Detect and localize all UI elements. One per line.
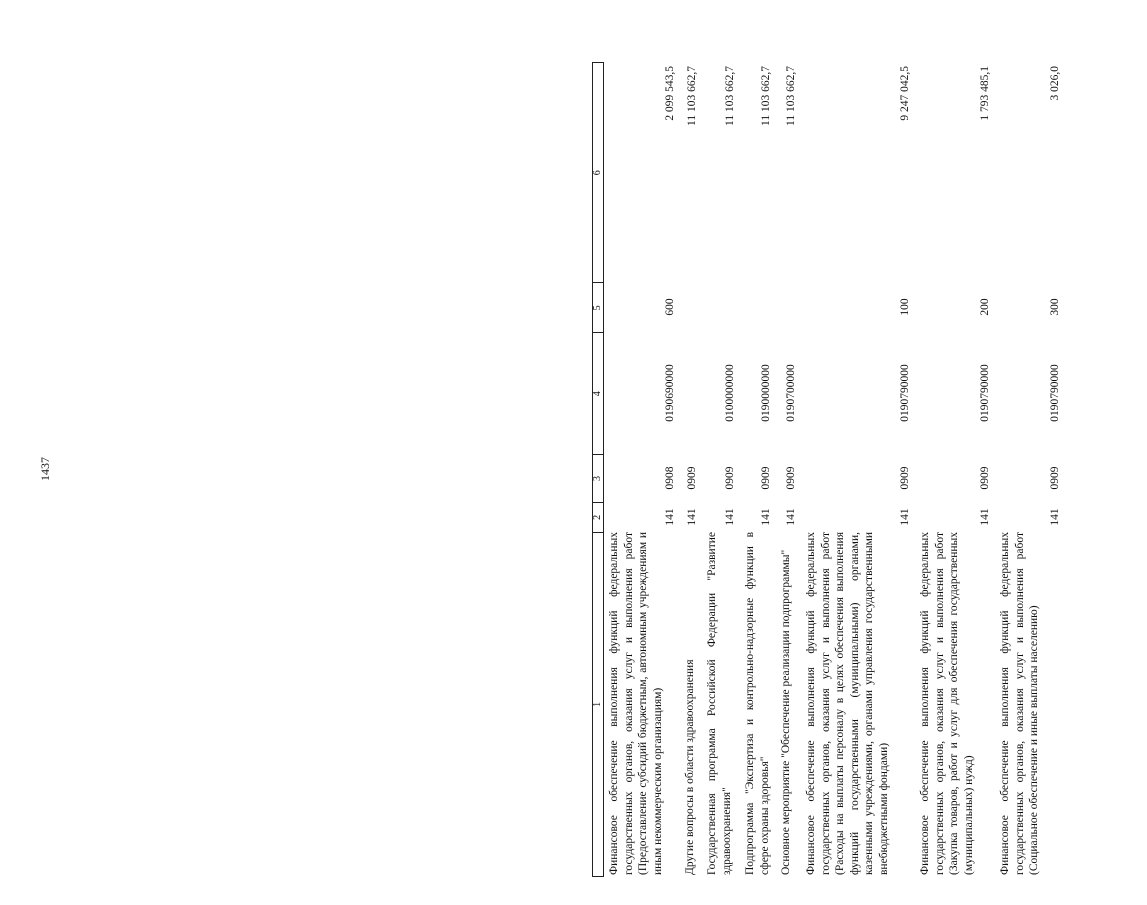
row-col-2: 141 xyxy=(1048,508,1061,526)
row-name: Финансовое обеспечение выполнения функций федеральных государственных органов, оказания услуг и выполнения работ (Предоставление субсидий бюджетным, автономным учреждениям и иным некоммерческим организациям) xyxy=(608,532,664,875)
row-name: Финансовое обеспечение выполнения функций федеральных государственных органов, оказания услуг и выполнения работ (Закупка товаров, работ и услуг для обеспечения государственных (муниципальных) нужд) xyxy=(919,532,975,875)
row-col-2: 141 xyxy=(759,508,772,526)
budget-table xyxy=(592,62,1147,877)
row-col-4: 0190790000 xyxy=(898,364,911,422)
row-name: Основное мероприятие "Обеспечение реализации подпрограммы" xyxy=(780,549,792,875)
row-col-3: 0909 xyxy=(978,466,991,490)
header-col-6: 6 xyxy=(592,170,603,176)
row-col-4: 0190790000 xyxy=(978,364,991,422)
header-col-5: 5 xyxy=(593,282,603,332)
row-name: Государственная программа Российской Федерации "Развитие здравоохранения" xyxy=(706,532,733,875)
row-name: Финансовое обеспечение выполнения функций федеральных государственных органов, оказания услуг и выполнения работ (Расходы на выплаты персоналу в целях обеспечения выполнения функций государственными (муниципальными) органами, казенными учреждениями, органами управления государственными внебюджетными фондами) xyxy=(805,532,890,875)
row-name: Подпрограмма "Экспертиза и контрольно-надзорные функции в сфере охраны здоровья" xyxy=(744,532,771,875)
header-col-4: 4 xyxy=(593,332,603,454)
row-col-3: 0909 xyxy=(685,466,698,490)
table-row xyxy=(743,62,779,877)
page-number: 1437 xyxy=(38,457,52,481)
table-row xyxy=(779,62,804,877)
row-col-4: 0190690000 xyxy=(663,364,676,422)
table-row xyxy=(918,62,998,877)
row-col-2: 141 xyxy=(898,508,911,526)
row-col-6: 1 793 485,1 xyxy=(978,66,991,121)
row-col-2: 141 xyxy=(723,508,736,526)
table-row xyxy=(607,62,683,877)
row-col-5: 200 xyxy=(978,298,991,316)
row-col-6: 9 247 042,5 xyxy=(898,66,911,121)
row-col-6: 11 103 662,7 xyxy=(723,66,736,126)
row-col-3: 0909 xyxy=(723,466,736,490)
table-row xyxy=(804,62,918,877)
row-col-6: 2 099 543,5 xyxy=(663,66,676,121)
row-col-3: 0909 xyxy=(898,466,911,490)
row-col-4: 0100000000 xyxy=(723,364,736,422)
row-col-5: 600 xyxy=(663,298,676,316)
row-col-2: 141 xyxy=(685,508,698,526)
row-col-6: 11 103 662,7 xyxy=(759,66,772,126)
row-col-3: 0909 xyxy=(759,466,772,490)
table-row xyxy=(683,62,705,877)
row-col-3: 0908 xyxy=(663,466,676,490)
header-col-3: 3 xyxy=(593,454,603,502)
row-col-4: 0190000000 xyxy=(759,364,772,422)
row-col-5: 300 xyxy=(1048,298,1061,316)
header-col-1: 1 xyxy=(593,532,603,876)
row-col-5: 100 xyxy=(898,298,911,316)
table-header xyxy=(592,62,604,877)
row-col-6: 11 103 662,7 xyxy=(685,66,698,126)
header-col-2: 2 xyxy=(593,502,603,532)
row-name: Финансовое обеспечение выполнения функций федеральных государственных органов, оказания услуг и выполнения работ (Социальное обеспечение и иные выплаты населению) xyxy=(999,532,1040,875)
row-col-3: 0909 xyxy=(1048,466,1061,490)
row-col-2: 141 xyxy=(978,508,991,526)
row-col-3: 0909 xyxy=(784,466,797,490)
row-col-6: 11 103 662,7 xyxy=(784,66,797,126)
row-col-4: 0190790000 xyxy=(1048,364,1061,422)
table-row xyxy=(998,62,1068,877)
row-col-2: 141 xyxy=(663,508,676,526)
row-col-6: 3 026,0 xyxy=(1048,66,1061,101)
row-col-2: 141 xyxy=(784,508,797,526)
table-row xyxy=(705,62,743,877)
row-name: Другие вопросы в области здравоохранения xyxy=(684,659,696,875)
row-col-4: 0190700000 xyxy=(784,364,797,422)
